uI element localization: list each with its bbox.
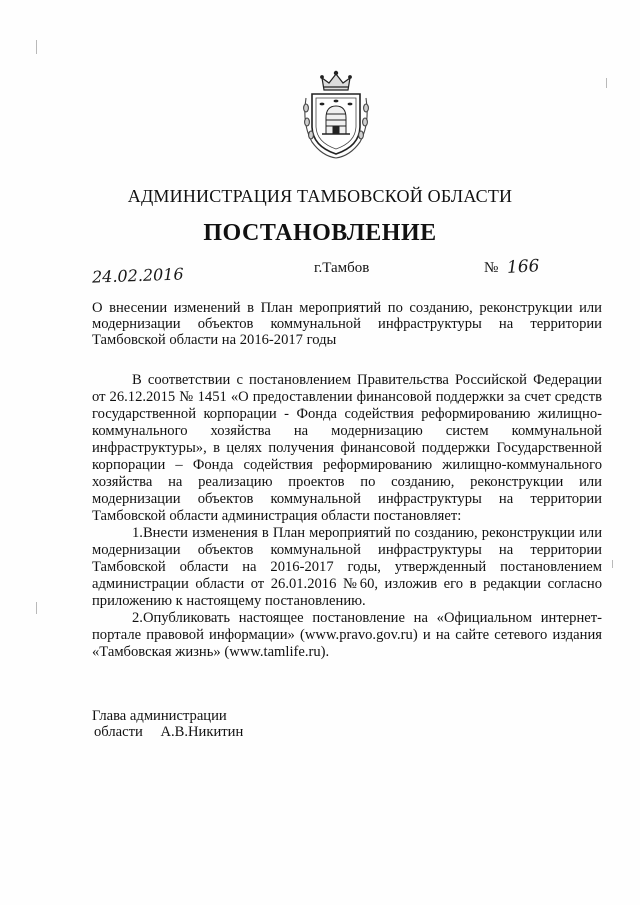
- body-item-2: 2.Опубликовать настоящее постановление на «Официальном интернет-портале правовой информации» (www.pravo.gov.ru) и на сайте сетевого издания «Тамбовская жизнь» (www.tamlife.ru).: [92, 610, 602, 660]
- document-city: г.Тамбов: [314, 260, 370, 276]
- document-date: 24.02.2016: [91, 264, 184, 287]
- body-item-1: 1.Внести изменения в План мероприятий по созданию, реконструкции или модернизации объектов коммунальной инфраструктуры на территории Тамбовской области на 2016-2017 годы, утвержденный постановлением администрации области от 26.01.2016 №60, изложив его в редакции согласно приложению к настоящему постановлению.: [92, 525, 602, 609]
- signature-name: А.В.Никитин: [160, 724, 244, 740]
- document-subject: О внесении изменений в План мероприятий по созданию, реконструкции или модернизации объектов коммунальной инфраструктуры на территории Тамбовской области на 2016-2017 годы: [92, 300, 602, 348]
- signature-title-line-1: Глава администрации: [92, 708, 227, 724]
- scan-mark: [36, 602, 37, 614]
- scan-mark: [36, 40, 37, 54]
- scan-mark: [612, 560, 613, 568]
- body-preamble: В соответствии с постановлением Правительства Российской Федерации от 26.12.2015 № 1451 «О предоставлении финансовой поддержки за счет средств государственной корпорации - Фонда содействия реформированию жилищно-коммунального хозяйства на модернизацию систем коммунальной инфраструктуры», в целях получения финансовой поддержки Государственной корпорации – Фонда содействия реформированию жилищно-коммунального хозяйства на реализацию проектов по созданию, реконструкции или модернизации объектов коммунальной инфраструктуры на территории Тамбовской области администрация области постановляет:: [92, 372, 602, 524]
- document-number-label: №: [484, 260, 499, 276]
- coat-of-arms-emblem: [298, 68, 374, 160]
- signature-title-area: области: [94, 724, 143, 740]
- crown-icon: [321, 71, 352, 90]
- document-type-title: ПОСТАНОВЛЕНИЕ: [203, 220, 437, 246]
- document-number-value: 166: [506, 256, 540, 278]
- document-body: [92, 372, 602, 661]
- signature-title-line-2: [92, 724, 243, 740]
- scan-mark: [606, 78, 607, 88]
- organization-name: АДМИНИСТРАЦИЯ ТАМБОВСКОЙ ОБЛАСТИ: [127, 186, 513, 206]
- signature-block: [92, 708, 243, 740]
